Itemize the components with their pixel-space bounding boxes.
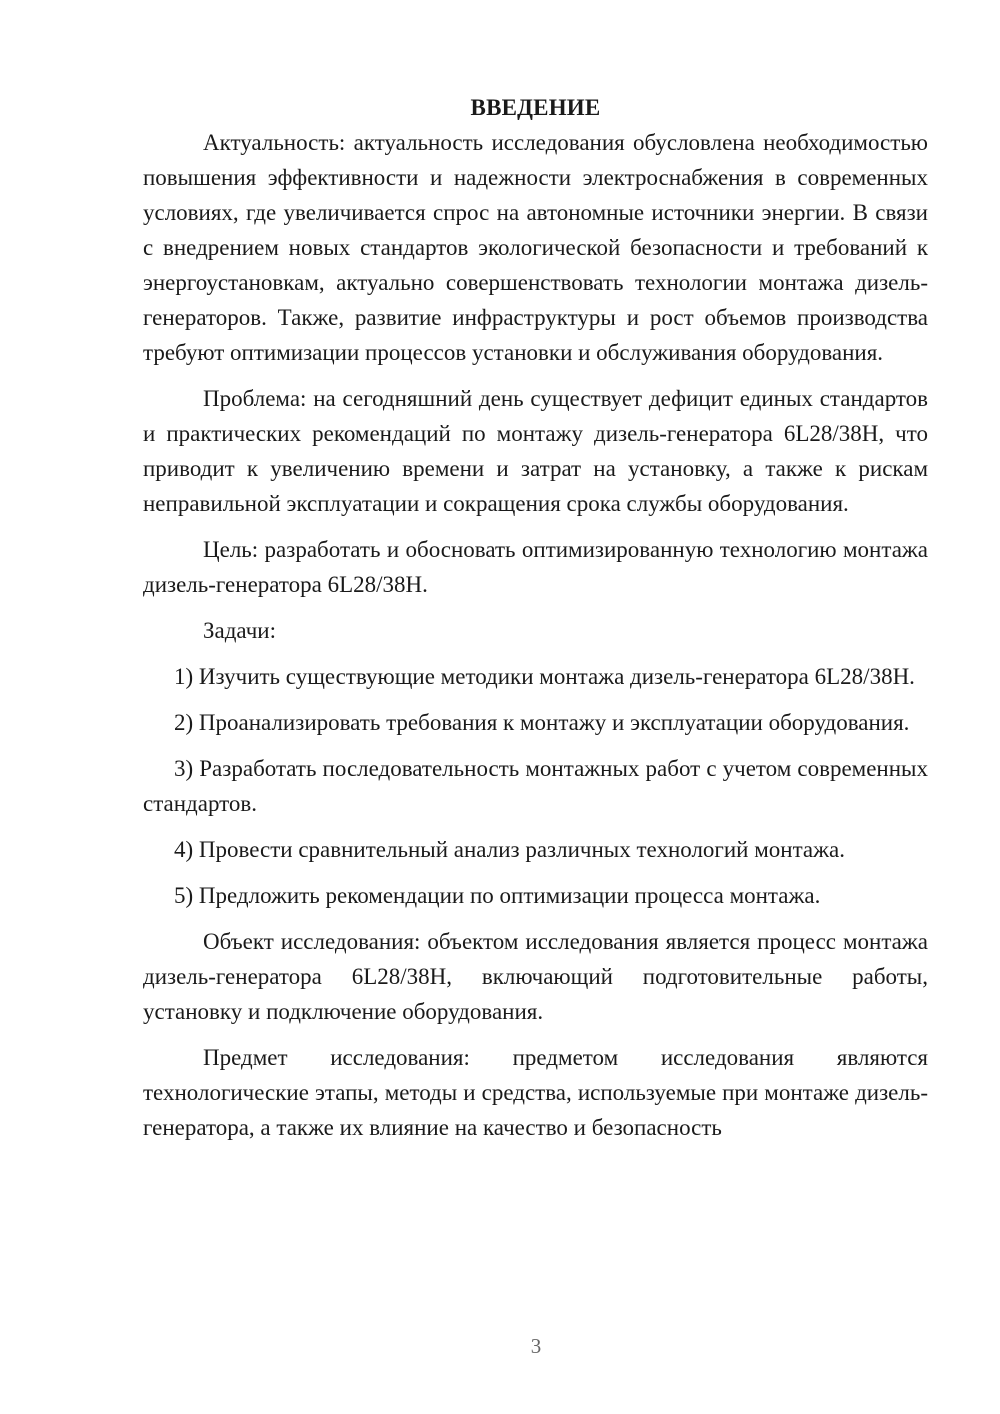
task-item-3: 3) Разработать последовательность монтажных работ с учетом современных стандартов. [143, 756, 928, 816]
paragraph-relevance: Актуальность: актуальность исследования обусловлена необходимостью повышения эффективности и надежности электроснабжения в современных условиях, где увеличивается спрос на автономные источники энергии. В связи с внедрением новых стандартов экологической безопасности и требований к энергоустановкам, актуально совершенствовать технологии монтажа дизель-генераторов. Также, развитие инфраструктуры и рост объемов производства требуют оптимизации процессов установки и обслуживания оборудования. [143, 130, 928, 365]
paragraph-goal: Цель: разработать и обосновать оптимизированную технологию монтажа дизель-генератора 6L28/38H. [143, 537, 928, 597]
section-heading: ВВЕДЕНИЕ [470, 95, 601, 120]
task-item-1: 1) Изучить существующие методики монтажа дизель-генератора 6L28/38H. [174, 664, 915, 689]
paragraph-tasks-label: Задачи: [203, 618, 276, 643]
task-item-4: 4) Провести сравнительный анализ различных технологий монтажа. [174, 837, 845, 862]
paragraph-problem: Проблема: на сегодняшний день существует дефицит единых стандартов и практических рекомендаций по монтажу дизель-генератора 6L28/38H, что приводит к увеличению времени и затрат на установку, а также к рискам неправильной эксплуатации и сокращения срока службы оборудования. [143, 386, 928, 516]
task-item-2: 2) Проанализировать требования к монтажу и эксплуатации оборудования. [174, 710, 910, 735]
paragraph-object: Объект исследования: объектом исследования является процесс монтажа дизель-генератора 6L28/38H, включающий подготовительные работы, установку и подключение оборудования. [143, 929, 928, 1024]
task-item-5: 5) Предложить рекомендации по оптимизации процесса монтажа. [174, 883, 821, 908]
page-number: 3 [530, 1334, 542, 1358]
page-body [143, 90, 928, 1156]
paragraph-subject: Предмет исследования: предметом исследования являются технологические этапы, методы и средства, используемые при монтаже дизель-генератора, а также их влияние на качество и безопасность [143, 1045, 928, 1140]
